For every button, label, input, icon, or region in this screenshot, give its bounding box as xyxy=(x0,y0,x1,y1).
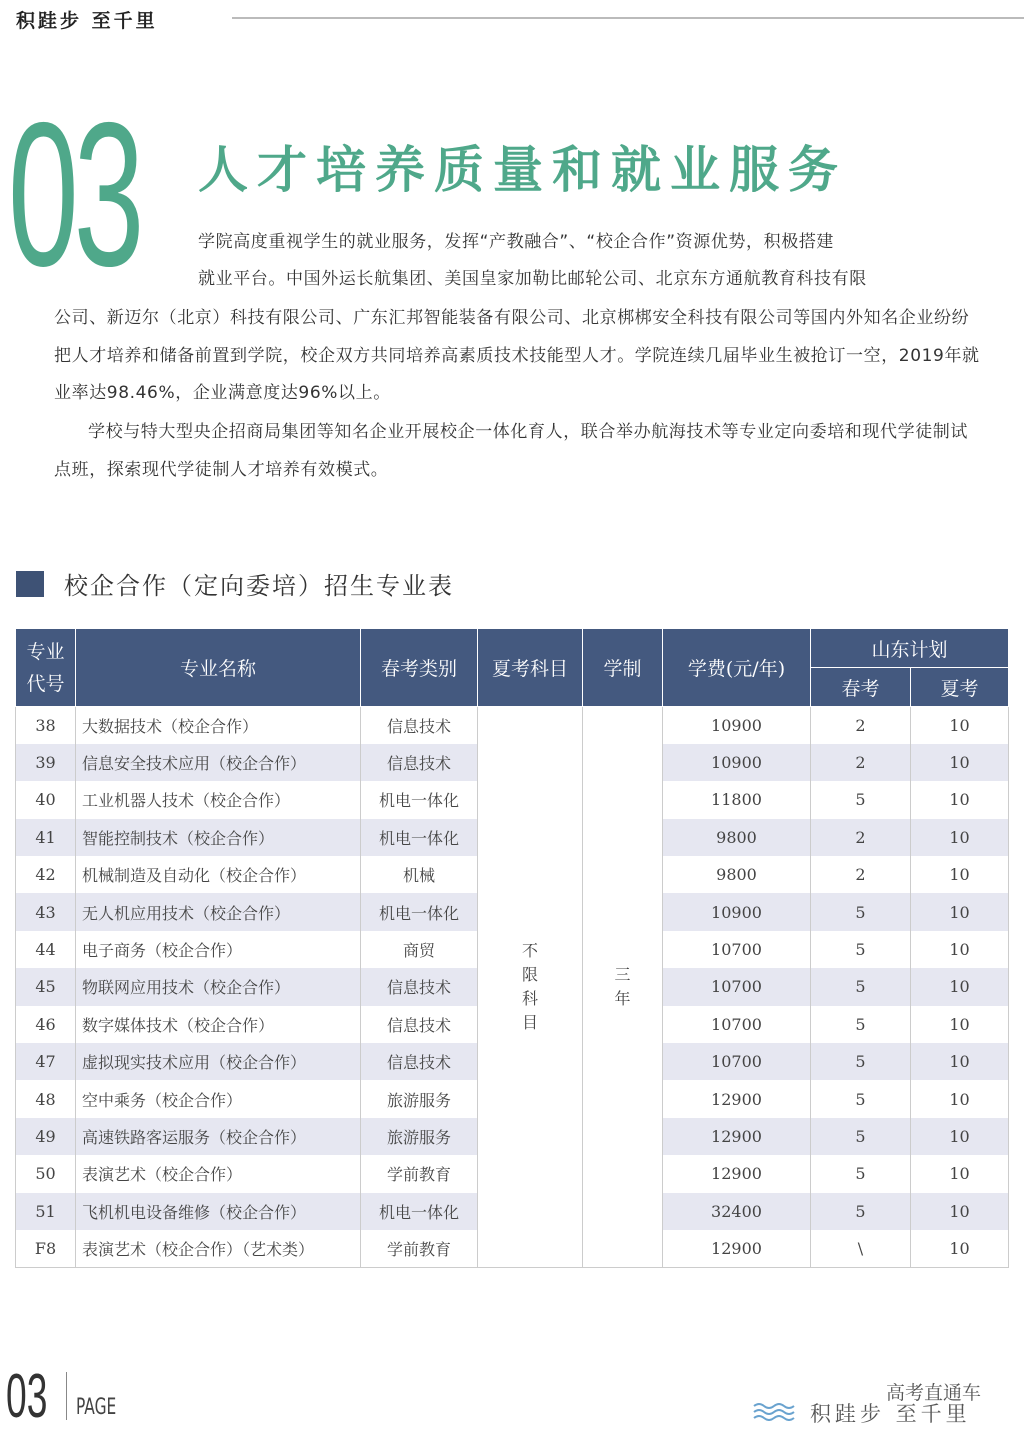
code-cell: 49 xyxy=(16,1118,76,1155)
duration-cell xyxy=(583,707,663,1268)
plan-spring-cell: \ xyxy=(811,1230,911,1267)
code-cell: 40 xyxy=(16,781,76,818)
header-spring-category: 春考类别 xyxy=(361,629,478,707)
spring-category-cell: 信息技术 xyxy=(361,744,478,781)
name-cell: 机械制造及自动化（校企合作） xyxy=(76,856,361,893)
fee-cell: 9800 xyxy=(663,819,811,856)
name-cell: 空中乘务（校企合作） xyxy=(76,1080,361,1117)
name-cell: 智能控制技术（校企合作） xyxy=(76,819,361,856)
enrollment-table xyxy=(15,628,1009,1268)
plan-spring-cell: 5 xyxy=(811,1043,911,1080)
spring-category-cell: 机电一体化 xyxy=(361,893,478,930)
code-cell: 45 xyxy=(16,968,76,1005)
header-rule xyxy=(232,17,1024,19)
fee-cell: 10900 xyxy=(663,744,811,781)
plan-spring-cell: 5 xyxy=(811,931,911,968)
plan-summer-cell: 10 xyxy=(911,968,1009,1005)
code-cell: 47 xyxy=(16,1043,76,1080)
header-code: 专业代号 xyxy=(16,629,76,707)
header-name: 专业名称 xyxy=(76,629,361,707)
table-heading xyxy=(16,566,454,601)
paragraph-1-continued: 公司、新迈尔（北京）科技有限公司、广东汇邦智能装备有限公司、北京梆梆安全科技有限公司等国内外知名企业纷纷把人才培养和储备前置到学院，校企双方共同培养高素质技术技能型人才。学院连续几届毕业生被抢订一空，2019年就业率达98.46%，企业满意度达96%以上。 xyxy=(54,308,980,403)
fee-cell: 12900 xyxy=(663,1155,811,1192)
name-cell: 工业机器人技术（校企合作） xyxy=(76,781,361,818)
spring-category-cell: 信息技术 xyxy=(361,1006,478,1043)
code-cell: 46 xyxy=(16,1006,76,1043)
fee-cell: 10900 xyxy=(663,893,811,930)
table-title: 校企合作（定向委培）招生专业表 xyxy=(64,572,454,600)
fee-cell: 12900 xyxy=(663,1118,811,1155)
fee-cell: 10700 xyxy=(663,1043,811,1080)
header-fee: 学费(元/年) xyxy=(663,629,811,707)
name-cell: 无人机应用技术（校企合作） xyxy=(76,893,361,930)
plan-summer-cell: 10 xyxy=(911,1043,1009,1080)
code-cell: 43 xyxy=(16,893,76,930)
summer-subject-value: 不限科目 xyxy=(522,940,539,1032)
paragraph-line-2: 就业平台。中国外运长航集团、美国皇家加勒比邮轮公司、北京东方通航教育科技有限 xyxy=(198,269,867,289)
heading-square-icon xyxy=(16,571,44,597)
plan-summer-cell: 10 xyxy=(911,1193,1009,1230)
summer-subject-cell xyxy=(478,707,583,1268)
name-cell: 电子商务（校企合作） xyxy=(76,931,361,968)
plan-summer-cell: 10 xyxy=(911,856,1009,893)
plan-spring-cell: 5 xyxy=(811,893,911,930)
fee-cell: 32400 xyxy=(663,1193,811,1230)
plan-spring-cell: 5 xyxy=(811,968,911,1005)
spring-category-cell: 机电一体化 xyxy=(361,819,478,856)
name-cell: 大数据技术（校企合作） xyxy=(76,707,361,744)
plan-summer-cell: 10 xyxy=(911,819,1009,856)
plan-spring-cell: 5 xyxy=(811,1193,911,1230)
name-cell: 物联网应用技术（校企合作） xyxy=(76,968,361,1005)
code-cell: 48 xyxy=(16,1080,76,1117)
header-plan-summer: 夏考 xyxy=(911,668,1009,707)
name-cell: 表演艺术（校企合作）（艺术类） xyxy=(76,1230,361,1267)
fee-cell: 10700 xyxy=(663,968,811,1005)
duration-value: 三年 xyxy=(614,964,631,1008)
plan-summer-cell: 10 xyxy=(911,931,1009,968)
plan-summer-cell: 10 xyxy=(911,707,1009,744)
spring-category-cell: 机械 xyxy=(361,856,478,893)
spring-category-cell: 学前教育 xyxy=(361,1155,478,1192)
name-cell: 虚拟现实技术应用（校企合作） xyxy=(76,1043,361,1080)
fee-cell: 12900 xyxy=(663,1230,811,1267)
fee-cell: 10700 xyxy=(663,931,811,968)
code-cell: 50 xyxy=(16,1155,76,1192)
spring-category-cell: 机电一体化 xyxy=(361,1193,478,1230)
plan-spring-cell: 2 xyxy=(811,819,911,856)
plan-spring-cell: 2 xyxy=(811,856,911,893)
code-cell: 51 xyxy=(16,1193,76,1230)
footer-divider xyxy=(66,1372,67,1420)
wave-icon xyxy=(752,1401,800,1421)
fee-cell: 11800 xyxy=(663,781,811,818)
plan-summer-cell: 10 xyxy=(911,1155,1009,1192)
name-cell: 数字媒体技术（校企合作） xyxy=(76,1006,361,1043)
fee-cell: 12900 xyxy=(663,1080,811,1117)
fee-cell: 10900 xyxy=(663,707,811,744)
section-number: 03 xyxy=(8,80,140,309)
plan-spring-cell: 5 xyxy=(811,781,911,818)
fee-cell: 9800 xyxy=(663,856,811,893)
plan-summer-cell: 10 xyxy=(911,1080,1009,1117)
header-plan: 山东计划 xyxy=(811,629,1009,668)
code-cell: 38 xyxy=(16,707,76,744)
footer-page-label: PAGE xyxy=(76,1395,117,1420)
plan-summer-cell: 10 xyxy=(911,1118,1009,1155)
spring-category-cell: 学前教育 xyxy=(361,1230,478,1267)
plan-summer-cell: 10 xyxy=(911,781,1009,818)
code-cell: 44 xyxy=(16,931,76,968)
header-duration: 学制 xyxy=(583,629,663,707)
table-row xyxy=(16,707,1009,744)
header-slogan: 积跬步 至千里 xyxy=(16,10,158,32)
code-cell: 42 xyxy=(16,856,76,893)
footer-page-number: 03 xyxy=(6,1362,48,1431)
header-summer-subject: 夏考科目 xyxy=(478,629,583,707)
spring-category-cell: 信息技术 xyxy=(361,1043,478,1080)
code-cell: 39 xyxy=(16,744,76,781)
spring-category-cell: 旅游服务 xyxy=(361,1118,478,1155)
plan-summer-cell: 10 xyxy=(911,893,1009,930)
spring-category-cell: 信息技术 xyxy=(361,707,478,744)
footer-brand: 高考直通车 xyxy=(886,1382,982,1404)
name-cell: 飞机机电设备维修（校企合作） xyxy=(76,1193,361,1230)
plan-summer-cell: 10 xyxy=(911,1006,1009,1043)
name-cell: 信息安全技术应用（校企合作） xyxy=(76,744,361,781)
paragraph-2: 学校与特大型央企招商局集团等知名企业开展校企一体化育人，联合举办航海技术等专业定向委培和现代学徒制试点班，探索现代学徒制人才培养有效模式。 xyxy=(54,422,968,480)
paragraph-line-1: 学院高度重视学生的就业服务，发挥“产教融合”、“校企合作”资源优势，积极搭建 xyxy=(198,232,835,252)
spring-category-cell: 机电一体化 xyxy=(361,781,478,818)
plan-spring-cell: 5 xyxy=(811,1118,911,1155)
section-title: 人才培养质量和就业服务 xyxy=(198,141,847,199)
spring-category-cell: 旅游服务 xyxy=(361,1080,478,1117)
plan-spring-cell: 2 xyxy=(811,744,911,781)
plan-spring-cell: 5 xyxy=(811,1080,911,1117)
plan-summer-cell: 10 xyxy=(911,744,1009,781)
header-plan-spring: 春考 xyxy=(811,668,911,707)
code-cell: F8 xyxy=(16,1230,76,1267)
name-cell: 表演艺术（校企合作） xyxy=(76,1155,361,1192)
spring-category-cell: 商贸 xyxy=(361,931,478,968)
plan-spring-cell: 5 xyxy=(811,1155,911,1192)
spring-category-cell: 信息技术 xyxy=(361,968,478,1005)
footer-slogan: 积跬步 至千里 xyxy=(810,1402,971,1426)
plan-spring-cell: 2 xyxy=(811,707,911,744)
name-cell: 高速铁路客运服务（校企合作） xyxy=(76,1118,361,1155)
code-cell: 41 xyxy=(16,819,76,856)
plan-summer-cell: 10 xyxy=(911,1230,1009,1267)
plan-spring-cell: 5 xyxy=(811,1006,911,1043)
fee-cell: 10700 xyxy=(663,1006,811,1043)
